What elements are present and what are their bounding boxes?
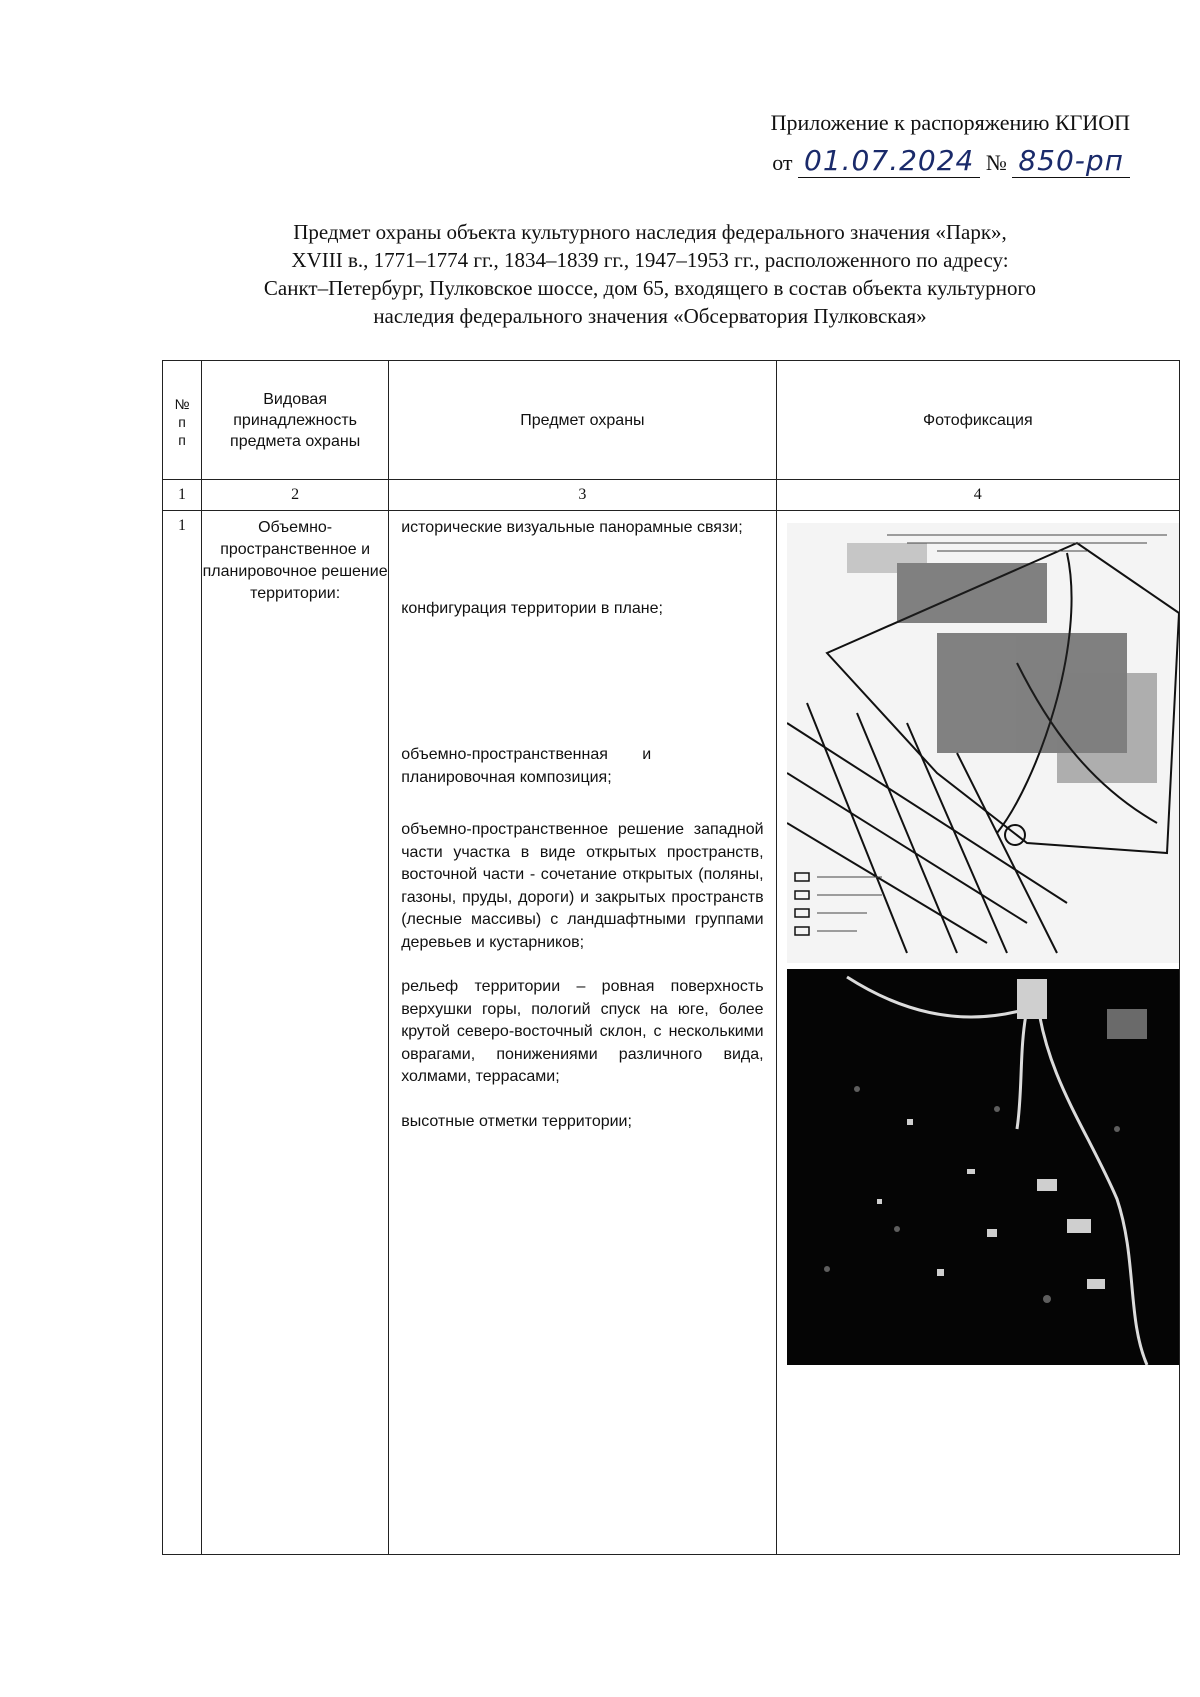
photo-column: [777, 511, 1179, 1365]
header-number-p2: п: [178, 432, 186, 448]
header-number-sign: №: [174, 396, 190, 412]
row-number: 1: [178, 517, 187, 534]
order-date-number: [771, 146, 1130, 178]
row-kind-cell: [202, 511, 389, 1555]
site-plan-image: [787, 523, 1179, 963]
document-title: [150, 218, 1150, 330]
table-header-row: [163, 361, 1180, 480]
protection-subject-table: [162, 360, 1180, 1555]
row-number-cell: [163, 511, 202, 1555]
table-row: [163, 511, 1180, 1555]
date-prefix: от: [772, 150, 793, 175]
column-number-4: 4: [776, 480, 1179, 511]
header-kind: Видовая принадлежность предмета охраны: [202, 361, 389, 480]
header-subject: Предмет охраны: [389, 361, 776, 480]
column-number-1: 1: [163, 480, 202, 511]
subject-item: объемно-пространственная и планировочная композиция;: [401, 746, 652, 786]
column-number-3: 3: [389, 480, 776, 511]
title-line-4: наследия федерального значения «Обсерватория Пулковская»: [373, 304, 927, 328]
subject-list: [389, 511, 775, 1133]
subject-item: высотные отметки территории;: [401, 1112, 632, 1130]
order-number: 850-рп: [1012, 144, 1130, 178]
row-subject-cell: [389, 511, 776, 1555]
header-number: [163, 361, 202, 480]
appendix-line: Приложение к распоряжению КГИОП: [770, 110, 1130, 135]
subject-item: конфигурация территории в плане;: [401, 599, 663, 617]
subject-item: объемно-пространственное решение западной части участка в виде открытых пространств, восточной части - сочетание открытых (поляны, газоны, пруды, дороги) и закрытых пространств (лесные массивы) с ландшафтными группами деревьев и кустарников;: [401, 821, 764, 951]
title-line-3: Санкт–Петербург, Пулковское шоссе, дом 65, входящего в состав объекта культурного: [263, 276, 1037, 300]
subject-item: рельеф территории – ровная поверхность верхушки горы, пологий спуск на юге, более крутой северо-восточный склон, с несколькими оврагами, понижениями различного вида, холмами, террасами;: [401, 978, 764, 1085]
title-line-1: Предмет охраны объекта культурного наследия федерального значения «Парк»,: [293, 220, 1007, 244]
column-number-row: [163, 480, 1180, 511]
title-line-2: XVIII в., 1771–1774 гг., 1834–1839 гг., 1947–1953 гг., расположенного по адресу:: [291, 248, 1009, 272]
header-number-p1: п: [178, 414, 186, 430]
row-kind: Объемно-пространственное и планировочное решение территории:: [202, 519, 388, 602]
appendix-header: [771, 108, 1130, 178]
subject-item: исторические визуальные панорамные связи;: [401, 519, 743, 536]
row-photo-cell: [776, 511, 1179, 1555]
order-date: 01.07.2024: [798, 144, 980, 178]
column-number-2: 2: [202, 480, 389, 511]
header-photo: Фотофиксация: [776, 361, 1179, 480]
satellite-image: [787, 969, 1179, 1365]
number-prefix: №: [985, 150, 1007, 175]
